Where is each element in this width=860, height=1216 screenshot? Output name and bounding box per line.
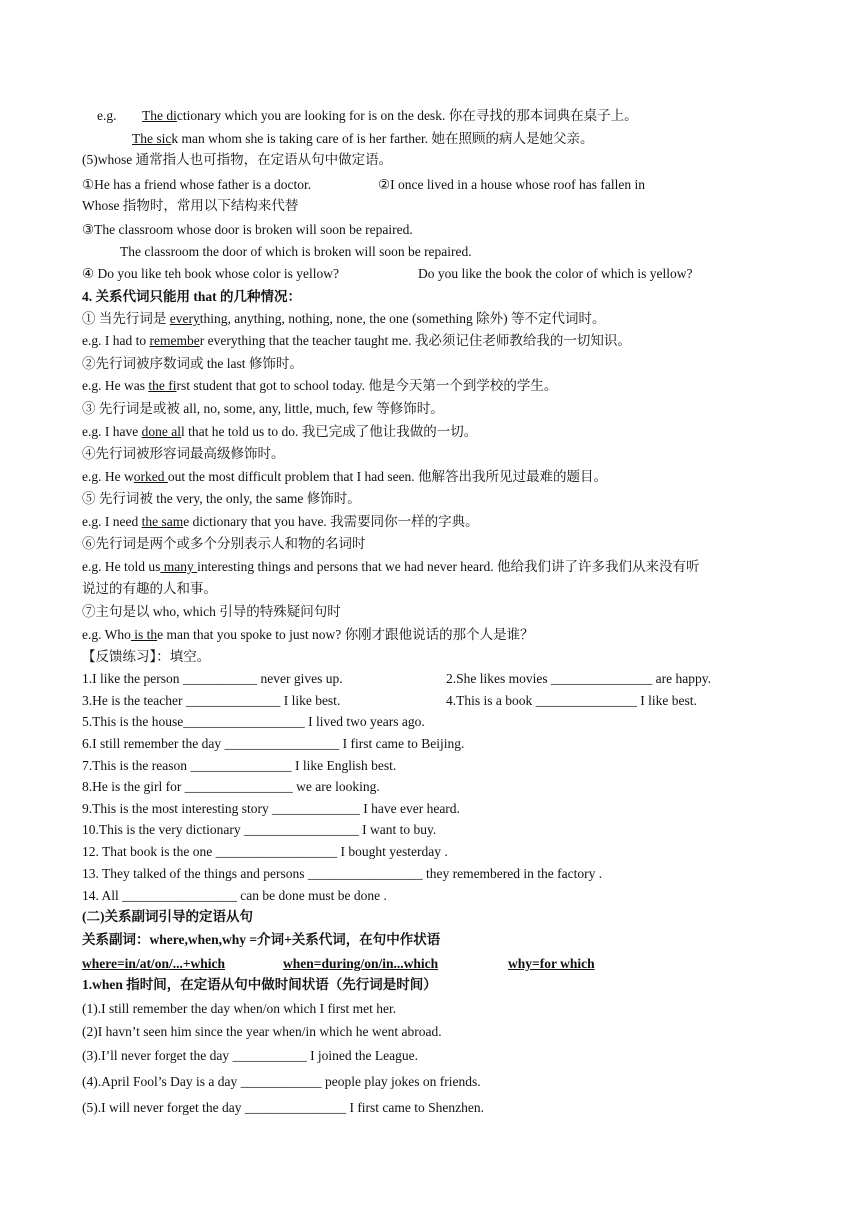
underlined-text: done al — [141, 424, 181, 439]
exercise-item: 4.This is a book _______________ I like best. — [446, 693, 697, 708]
text: e dictionary that you have. 我需要同你一样的字典。 — [183, 514, 479, 529]
formula-item: when=during/on/in...which — [283, 956, 439, 971]
underlined-text: the sam — [141, 514, 184, 529]
example-line: ③The classroom whose door is broken will soon be repaired. — [82, 222, 413, 237]
text: e.g. I have — [82, 424, 142, 439]
example-line — [82, 424, 477, 440]
exercise-heading: 【反馈练习】：填空。 — [82, 649, 211, 664]
underlined-text: is th — [130, 627, 158, 642]
section-heading: (二)关系副词引导的定语从句 — [82, 909, 253, 924]
text: r everything that the teacher taught me. 我必须记住老师教给我的一切知识。 — [199, 333, 631, 348]
text: interesting things and persons that we had never heard. 他给我们讲了许多我们从来没有听 — [197, 559, 700, 574]
example-line — [82, 469, 607, 485]
underlined-text: orked — [133, 469, 168, 484]
example-line: ②I once lived in a house whose roof has fallen in — [378, 177, 646, 192]
rule-line: ⑥先行词是两个或多个分别表示人和物的名词时 — [82, 536, 366, 551]
exercise-item: 9.This is the most interesting story _____________ I have ever heard. — [82, 801, 460, 816]
text: out the most difficult problem that I had seen. 他解答出我所见过最难的题目。 — [167, 469, 608, 484]
example-line: (1).I still remember the day when/on which I first met her. — [82, 1001, 397, 1016]
exercise-item: 7.This is the reason _______________ I like English best. — [82, 758, 397, 773]
exercise-item: 13. They talked of the things and persons _________________ they remembered in the factory . — [82, 866, 603, 881]
section-heading: 1.when 指时间，在定语从句中做时间状语（先行词是时间） — [82, 977, 437, 992]
underlined-text: remembe — [149, 333, 200, 348]
example-line — [132, 131, 594, 147]
text: e.g. He told us — [82, 559, 161, 574]
exercise-item: 12. That book is the one __________________ I bought yesterday . — [82, 844, 448, 859]
exercise-item: 14. All _________________ can be done must be done . — [82, 888, 387, 903]
underlined-text: the fi — [148, 378, 177, 393]
underlined-text: many — [160, 559, 198, 574]
exercise-item: 10.This is the very dictionary _________________ I want to buy. — [82, 822, 437, 837]
text: e.g. He was — [82, 378, 149, 393]
example-line: ①He has a friend whose father is a doctor. — [82, 177, 312, 192]
underlined-text: every — [169, 311, 200, 326]
underlined-text: The sic — [132, 131, 172, 146]
rule-line — [82, 311, 605, 327]
formula-item: why=for which — [508, 956, 595, 971]
exercise-item: 3.He is the teacher ______________ I like best. — [82, 693, 341, 708]
example-line: Do you like the book the color of which is yellow? — [418, 266, 693, 281]
text: ① 当先行词是 — [82, 311, 170, 326]
text: e man that you spoke to just now? 你刚才跟他说话的那个人是谁？ — [157, 627, 534, 642]
text: thing, anything, nothing, none, the one (something 除外) 等不定代词时。 — [199, 311, 606, 326]
exercise-item: (3).I’ll never forget the day ___________ I joined the League. — [82, 1048, 419, 1063]
text: ctionary which you are looking for is on the desk. 你在寻找的那本词典在桌子上。 — [176, 108, 638, 123]
example-line: ④ Do you like teh book whose color is yellow? — [82, 266, 339, 281]
example-line — [82, 333, 631, 349]
rule-line: ③ 先行词是或被 all, no, some, any, little, much, few 等修饰时。 — [82, 401, 444, 416]
exercise-item: 5.This is the house__________________ I lived two years ago. — [82, 714, 425, 729]
rule-line: ⑤ 先行词被 the very, the only, the same 修饰时。 — [82, 491, 361, 506]
text: e.g. Who — [82, 627, 131, 642]
example-line — [82, 514, 479, 530]
exercise-item: 8.He is the girl for ________________ we are looking. — [82, 779, 380, 794]
exercise-item: (5).I will never forget the day _______________ I first came to Shenzhen. — [82, 1100, 485, 1115]
example-line — [142, 108, 638, 124]
exercise-item: 6.I still remember the day _________________ I first came to Beijing. — [82, 736, 465, 751]
text: e.g. He w — [82, 469, 134, 484]
text: k man whom she is taking care of is her farther. 她在照顾的病人是她父亲。 — [171, 131, 594, 146]
rule-line: ②先行词被序数词或 the last 修饰时。 — [82, 356, 303, 371]
rule-line: ⑦主句是以 who, which 引导的特殊疑问句时 — [82, 604, 341, 619]
rule-line: ④先行词被形容词最高级修饰时。 — [82, 446, 285, 461]
text: l that he told us to do. 我已完成了他让我做的一切。 — [180, 424, 478, 439]
example-line — [97, 108, 117, 124]
underlined-text: The di — [142, 108, 177, 123]
text: rst student that got to school today. 他是今天第一个到学校的学生。 — [176, 378, 558, 393]
rule-line: (5)whose 通常指人也可指物，在定语从句中做定语。 — [82, 152, 393, 167]
example-line: (2)I havn’t seen him since the year when/in which he went abroad. — [82, 1024, 442, 1039]
text: e.g. I had to — [82, 333, 150, 348]
section-heading: 4. 关系代词只能用 that 的几种情况： — [82, 289, 301, 304]
example-line: The classroom the door of which is broken will soon be repaired. — [120, 244, 472, 259]
rule-line: Whose 指物时，常用以下结构来代替 — [82, 198, 299, 213]
example-line — [82, 627, 534, 643]
formula-item: where=in/at/on/...+which — [82, 956, 226, 971]
section-heading: 关系副词：where,when,why =介词+关系代词，在句中作状语 — [82, 932, 441, 947]
text: e.g. I need — [82, 514, 142, 529]
exercise-item: (4).April Fool’s Day is a day ____________ people play jokes on friends. — [82, 1074, 481, 1089]
eg-label: e.g. — [97, 108, 117, 123]
example-line — [82, 378, 557, 394]
example-line: 说过的有趣的人和事。 — [82, 581, 217, 596]
exercise-item: 2.She likes movies _______________ are happy. — [446, 671, 711, 686]
example-line — [82, 559, 700, 575]
exercise-item: 1.I like the person ___________ never gives up. — [82, 671, 343, 686]
